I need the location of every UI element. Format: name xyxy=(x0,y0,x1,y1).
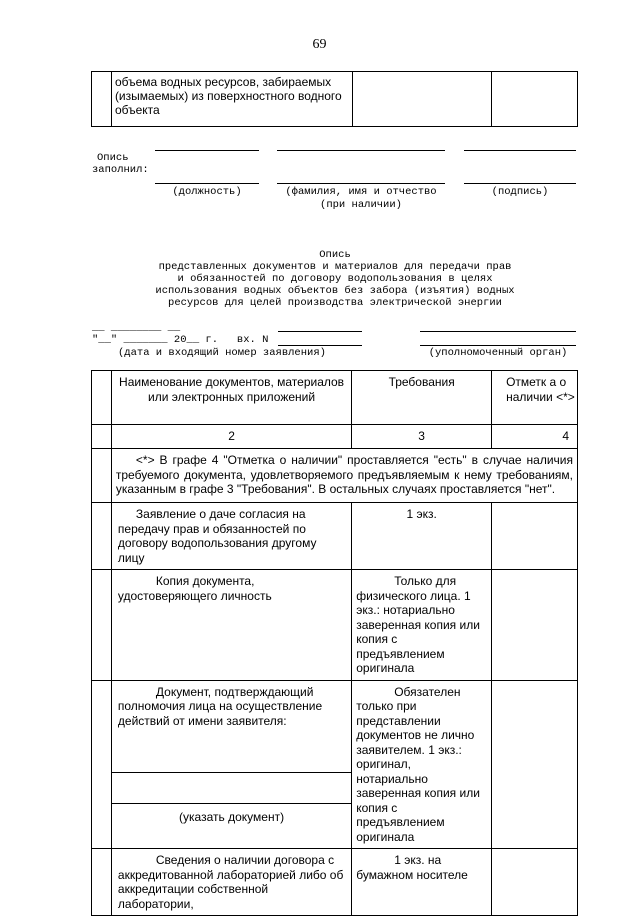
title-line-1: Опись xyxy=(319,249,351,261)
footnote: <*> В графе 4 "Отметка о наличии" проставляется "есть" в случае наличия требуемого документа, удовлетворяемого предъявляемым к нему требованиям, указанным в графе 3 "Требования". В остальных случаях проставляется "нет". xyxy=(115,453,573,496)
row-2-req: Только для физического лица. 1 экз.: нотариально заверенная копия или копия с предъявлением оригинала xyxy=(356,574,480,675)
table-row xyxy=(92,680,578,773)
table-row xyxy=(92,849,578,916)
page-number: 69 xyxy=(312,37,327,52)
caption-name: (фамилия, имя и отчество xyxy=(285,186,437,198)
top-table-cell-4 xyxy=(492,72,578,127)
number-line xyxy=(278,345,362,346)
col-number-2: 2 xyxy=(228,429,235,443)
row-4-name: Сведения о наличии договора с аккредитованной лабораторией либо об аккредитации собственной лаборатории, xyxy=(117,853,344,911)
date-line-2: "__" _______ 20__ г. вх. N xyxy=(92,334,269,346)
row-4-req: 1 экз. на бумажном носителе xyxy=(356,853,468,882)
table-number-row xyxy=(92,425,578,449)
row-3-blank-cell xyxy=(111,773,351,804)
caption-name-2: (при наличии) xyxy=(320,199,402,211)
table-row xyxy=(92,503,578,570)
caption-org: (уполномоченный орган) xyxy=(428,347,568,359)
top-table xyxy=(91,71,578,127)
name-line xyxy=(277,183,445,184)
title-line-5: ресурсов для целей производства электрической энергии xyxy=(168,297,502,309)
header-mark: Отметк а о наличии <*> xyxy=(506,375,575,404)
caption-position: (должность) xyxy=(172,186,242,198)
header-name: Наименование документов, материалов или электронных приложений xyxy=(119,375,345,404)
table-row xyxy=(92,570,578,681)
signature-line-top xyxy=(464,150,576,151)
signature-line xyxy=(464,183,576,184)
position-line xyxy=(155,183,259,184)
date-line-1: __ ________ __ xyxy=(92,322,181,334)
top-table-cell-1 xyxy=(92,72,112,127)
position-line-top xyxy=(155,150,259,151)
header-requirements: Требования xyxy=(388,375,455,389)
name-line-top xyxy=(277,150,445,151)
row-3-name: Документ, подтверждающий полномочия лица на осуществление действий от имени заявителя: xyxy=(117,684,323,728)
top-table-text: объема водных ресурсов, забираемых (изымаемых) из поверхностного водного объекта xyxy=(114,75,342,117)
col-number-4: 4 xyxy=(562,429,569,443)
number-line-top xyxy=(278,331,362,332)
table-footnote-row xyxy=(92,449,578,503)
title-line-4: использования водных объектов без забора (изъятия) водных xyxy=(155,285,515,297)
top-table-cell-2 xyxy=(111,72,352,127)
caption-signature: (подпись) xyxy=(491,186,549,198)
top-table-cell-3 xyxy=(352,72,492,127)
row-1-name: Заявление о даче согласия на передачу прав и обязанностей по договору водопользования другому лицу xyxy=(117,507,317,565)
row-2-name: Копия документа, удостоверяющего личность xyxy=(117,574,272,603)
title-line-3: и обязанностей по договору водопользования в целях xyxy=(177,273,493,285)
caption-date: (дата и входящий номер заявления) xyxy=(118,347,326,359)
row-3-req: Обязателен только при представлении документов не лично заявителем. 1 экз.: оригинал, нотариально заверенная копия или копия с предъявлением оригинала xyxy=(356,684,480,844)
table-header-row xyxy=(92,371,578,425)
documents-table xyxy=(91,370,578,916)
col-number-3: 3 xyxy=(418,429,425,443)
row-1-req: 1 экз. xyxy=(406,507,437,521)
row-3-sub: (указать документ) xyxy=(179,809,285,824)
title-line-2: представленных документов и материалов для передачи прав xyxy=(158,261,512,273)
signature-label-1: Опись xyxy=(97,152,129,164)
org-line xyxy=(420,345,576,346)
signature-label-2: заполнил: xyxy=(92,164,149,176)
org-line-top xyxy=(420,331,576,332)
